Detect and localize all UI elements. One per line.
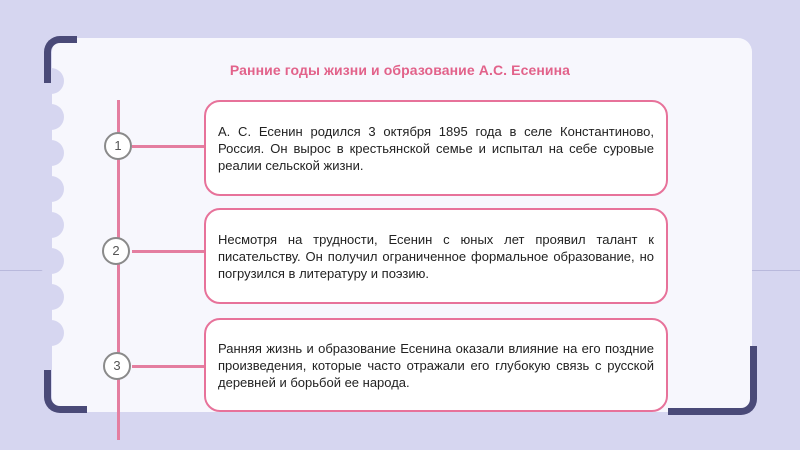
timeline-item-3 bbox=[204, 318, 668, 412]
timeline-number-badge: 1 bbox=[104, 132, 132, 160]
timeline-item-text: А. С. Есенин родился 3 октября 1895 года в селе Константиново, Россия. Он вырос в крестьянской семье и испытал на себе суровые реалии сельской жизни. bbox=[218, 123, 654, 173]
binder-hole bbox=[38, 248, 64, 274]
timeline-item-text: Несмотря на трудности, Есенин с юных лет проявил талант к писательству. Он получил ограниченное формальное образование, но погрузился в литературу и поэзию. bbox=[218, 231, 654, 281]
frame-corner-bottom-right bbox=[668, 346, 757, 415]
timeline-item-2 bbox=[204, 208, 668, 304]
timeline-connector bbox=[132, 365, 206, 368]
frame-corner-bottom-left bbox=[44, 370, 87, 413]
timeline-item-text: Ранняя жизнь и образование Есенина оказали влияние на его поздние произведения, которые часто отражали его глубокую связь с русской деревней и борьбой ее народа. bbox=[218, 340, 654, 390]
binder-hole bbox=[38, 212, 64, 238]
binder-hole bbox=[38, 104, 64, 130]
timeline-number-badge: 2 bbox=[102, 237, 130, 265]
timeline-connector bbox=[132, 145, 206, 148]
timeline-connector bbox=[132, 250, 206, 253]
timeline-item-1 bbox=[204, 100, 668, 196]
binder-hole bbox=[38, 176, 64, 202]
binder-hole bbox=[38, 320, 64, 346]
timeline-number-badge: 3 bbox=[103, 352, 131, 380]
binder-hole bbox=[38, 284, 64, 310]
binder-hole bbox=[38, 140, 64, 166]
slide-title: Ранние годы жизни и образование А.С. Есенина bbox=[229, 62, 571, 78]
